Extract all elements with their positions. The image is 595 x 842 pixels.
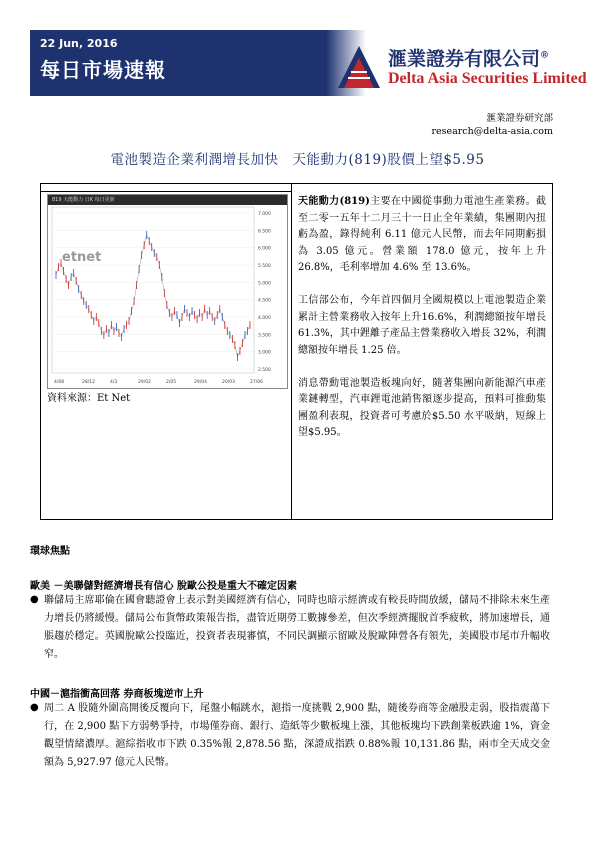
chart-frame: [52, 207, 254, 373]
chart-y-tick-label: 3.000: [258, 350, 271, 356]
feature-para-3: 消息帶動電池製造板塊向好，隨著集團向新能源汽車產業鏈轉型，汽車鋰電池銷售額逐步提高，預料可推動集團盈利表現，投資者可考慮於$5.50 水平吸納，短線上望$5.95。: [298, 377, 546, 438]
stock-name: 天能動力(819): [298, 196, 370, 207]
china-bullet: ●: [30, 702, 39, 713]
chart-x-tick-label: 29/04: [194, 380, 207, 385]
chart-x-tick-label: 28/12: [82, 380, 95, 385]
company-name-cn: 滙業證券有限公司®: [388, 48, 550, 70]
chart-x-tick-label: 2/05: [166, 380, 177, 385]
us-europe-text: 聯儲局主席耶倫在國會聽證會上表示對美國經濟有信心，同時也暗示經濟或有較長時間放緩，儲局不排除未來生產力增長仍將緩慢。儲局公布貨幣政策報告指，盡管近期勞工數據參差，但次季經濟擺脫首季疲軟，將加速增長，通脹趨於穩定。英國脫歐公投臨近，投資者表現審慎，不同民調顯示留歐及脫歐陣營各有領先，美國股市尾市升幅收窄。: [44, 595, 550, 660]
research-contact: [431, 112, 553, 138]
feature-box: [40, 183, 553, 520]
chart-y-tick-label: 2.500: [258, 368, 271, 373]
feature-para-1: 天能動力(819)主要在中國從事動力電池生產業務。截至二零一五年十二月三十一日止全年業績，集團期內扭虧為盈，錄得純利 6.11 億元人民幣，而去年同期虧損為 3.05 億元。營業額 178.0 億元，按年上升 26.8%，毛利率增加 4.6% 至 13.6%。: [298, 196, 546, 273]
chart-y-tick-label: 6.500: [258, 229, 271, 235]
report-header: [30, 30, 587, 96]
chart-x-tick-label: 20/03: [222, 380, 235, 385]
chart-source: 資料來源：Et Net: [47, 393, 131, 404]
chart-y-tick-label: 4.000: [258, 316, 271, 321]
chart-y-tick-label: 5.000: [258, 281, 271, 287]
stock-chart: [47, 194, 288, 389]
feature-text: [298, 194, 546, 458]
report-date: 22 Jun, 2016: [40, 37, 118, 50]
chart-y-tick-label: 4.500: [258, 298, 271, 304]
feature-divider: [291, 184, 292, 519]
us-bullet: ●: [30, 594, 39, 605]
chart-y-tick-label: 6.000: [258, 246, 271, 252]
focus-title: 環球焦點: [30, 546, 70, 557]
china-text: 周二 A 股隨外圍高開後反覆向下，尾盤小幅跳水，滬指一度挑戰 2,900 點，隨後券商等金融股走弱，股指震蕩下行，在 2,900 點下方弱勢爭持，市場僅券商、銀行、造紙等少數板塊上漲，其他板塊均下跌創業板跌逾 1%，資金觀望情緒濃厚。滬綜指收市下跌 0.35%報 2,878.56 點，深證成指跌 0.88%報 10,131.86 點，兩市全天成交金額為 5,927.97 億元人民幣。: [44, 703, 550, 768]
department-label: 滙業證券研究部: [486, 113, 553, 124]
chart-y-tick-label: 3.500: [258, 333, 271, 339]
chart-y-tick-label: 7.000: [258, 212, 271, 217]
main-headline: 電池製造企業利潤增長加快 天能動力(819)股價上望$5.95: [110, 152, 485, 168]
chart-header: 819 天能動力 日K 每日更新: [48, 195, 287, 205]
company-logo-icon: [336, 42, 382, 90]
header-banner: [30, 30, 330, 96]
chart-x-tick-label: 29/02: [138, 380, 151, 385]
report-title: 每日市場速報: [40, 58, 166, 82]
feature-top-rule: [41, 191, 291, 192]
china-heading: 中國－滬指衝高回落 券商板塊逆市上升: [30, 689, 204, 700]
company-name-en: Delta Asia Securities Limited: [388, 70, 587, 87]
chart-y-tick-label: 5.500: [258, 264, 271, 269]
chart-watermark: etnet: [62, 250, 102, 265]
chart-plot: [48, 205, 287, 388]
feature-para-2: 工信部公布，今年首四個月全國規模以上電池製造企業累計主營業務收入按年上升16.6%，利潤總額按年增長 61.3%，其中鋰離子產品主營業務收入增長 32%，利潤總額按年增長 1.25 倍。: [298, 295, 546, 356]
chart-x-tick-label: 4/08: [54, 380, 65, 385]
chart-x-tick-label: 27/06: [250, 380, 263, 385]
email-link[interactable]: research@delta-asia.com: [431, 126, 553, 137]
chart-x-tick-label: 4/3: [110, 380, 118, 385]
us-europe-heading: 歐美 －美聯儲對經濟增長有信心 脫歐公投是重大不確定因素: [30, 581, 297, 592]
